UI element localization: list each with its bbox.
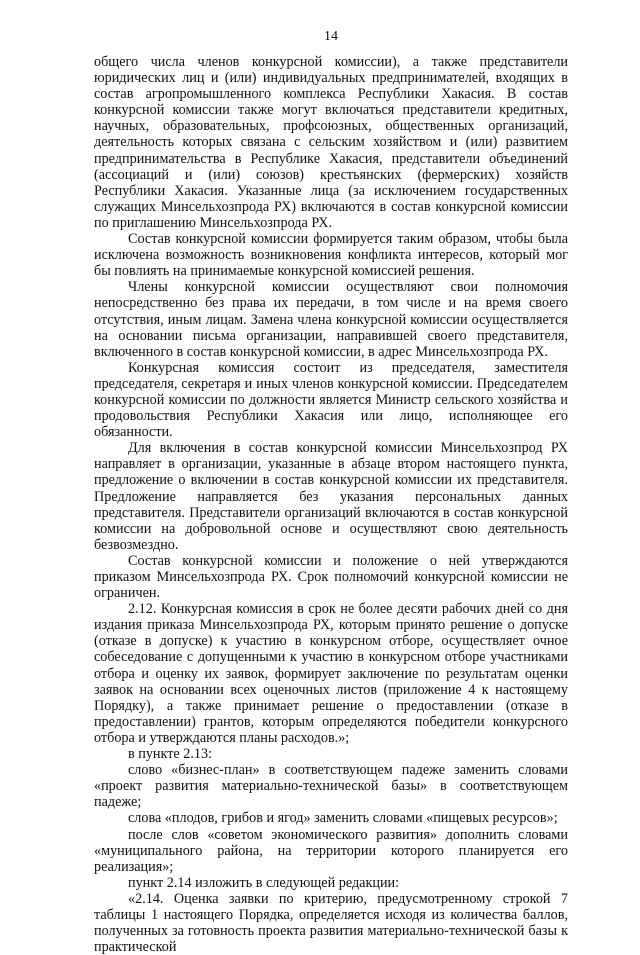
paragraph: «2.14. Оценка заявки по критерию, предусмотренному строкой 7 таблицы 1 настоящего Порядка, определяется исходя из количества баллов, полученных за готовность проекта развития материально-технической базы к практической [94,890,568,955]
paragraph: в пункте 2.13: [128,746,213,763]
paragraph: 2.12. Конкурсная комиссия в срок не более десяти рабочих дней со дня издания приказа Минсельхозпрода РХ, которым принято решение о допуске (отказе в допуске) к участию в конкурсном отборе, осуществляет очное собеседование с допущенными к участию в конкурсном отборе участниками отбора и оценку их заявок, формирует заключение по результатам оценки заявок на основании всех оценочных листов (приложение 4 к настоящему Порядку), а также принимает решение о предоставлении (отказе в предоставлении) грантов, которым определяются победители конкурсного отбора и утверждаются планы расходов.»; [94,601,568,746]
paragraph: Состав конкурсной комиссии формируется таким образом, чтобы была исключена возможность возникновения конфликта интересов, который мог бы повлиять на принимаемые конкурсной комиссией решения. [94,231,568,280]
paragraph: Члены конкурсной комиссии осуществляют свои полномочия непосредственно без права их передачи, в том числе и на время своего отсутствия, иным лицам. Замена члена конкурсной комиссии осуществляется на основании письма организации, направившей своего представителя, включенного в состав конкурсной комиссии, в адрес Минсельхозпрода РХ. [94,279,568,360]
paragraph: Конкурсная комиссия состоит из председателя, заместителя председателя, секретаря и иных членов конкурсной комиссии. Председателем конкурсной комиссии по должности является Министр сельского хозяйства и продовольствия Республики Хакасия или лицо, исполняющее его обязанности. [94,359,568,441]
paragraph: пункт 2.14 изложить в следующей редакции: [128,874,400,891]
document-body [94,54,568,955]
paragraph: Состав конкурсной комиссии и положение о ней утверждаются приказом Минсельхозпрода РХ. Срок полномочий конкурсной комиссии не ограничен. [94,552,568,602]
paragraph: слово «бизнес-план» в соответствующем падеже заменить словами «проект развития материально-технической базы» в соответствующем падеже; [94,762,568,811]
paragraph: слова «плодов, грибов и ягод» заменить словами «пищевых ресурсов»; [128,810,558,827]
page-number: 14 [324,29,338,44]
paragraph: после слов «советом экономического развития» дополнить словами «муниципального района, на территории которого планируется его реализация»; [94,826,568,875]
paragraph: общего числа членов конкурсной комиссии), а также представители юридических лиц и (или) индивидуальных предпринимателей, входящих в состав агропромышленного комплекса Республики Хакасия. В состав конкурсной комиссии также могут включаться представители кредитных, научных, образовательных, профсоюзных, общественных организаций, деятельность которых связана с сельским хозяйством и (или) развитием предпринимательства в Республике Хакасия, представители объединений (ассоциаций и (или) союзов) крестьянских (фермерских) хозяйств Республики Хакасия. Указанные лица (за исключением государственных служащих Минсельхозпрода РХ) включаются в состав конкурсной комиссии по приглашению Минсельхозпрода РХ. [94,54,568,231]
paragraph: Для включения в состав конкурсной комиссии Минсельхозпрод РХ направляет в организации, указанные в абзаце втором настоящего пункта, предложение о включении в состав конкурсной комиссии их представителя. Предложение направляется без указания персональных данных представителя. Представители организаций включаются в состав конкурсной комиссии на добровольной основе и осуществляют свою деятельность безвозмездно. [94,440,568,553]
